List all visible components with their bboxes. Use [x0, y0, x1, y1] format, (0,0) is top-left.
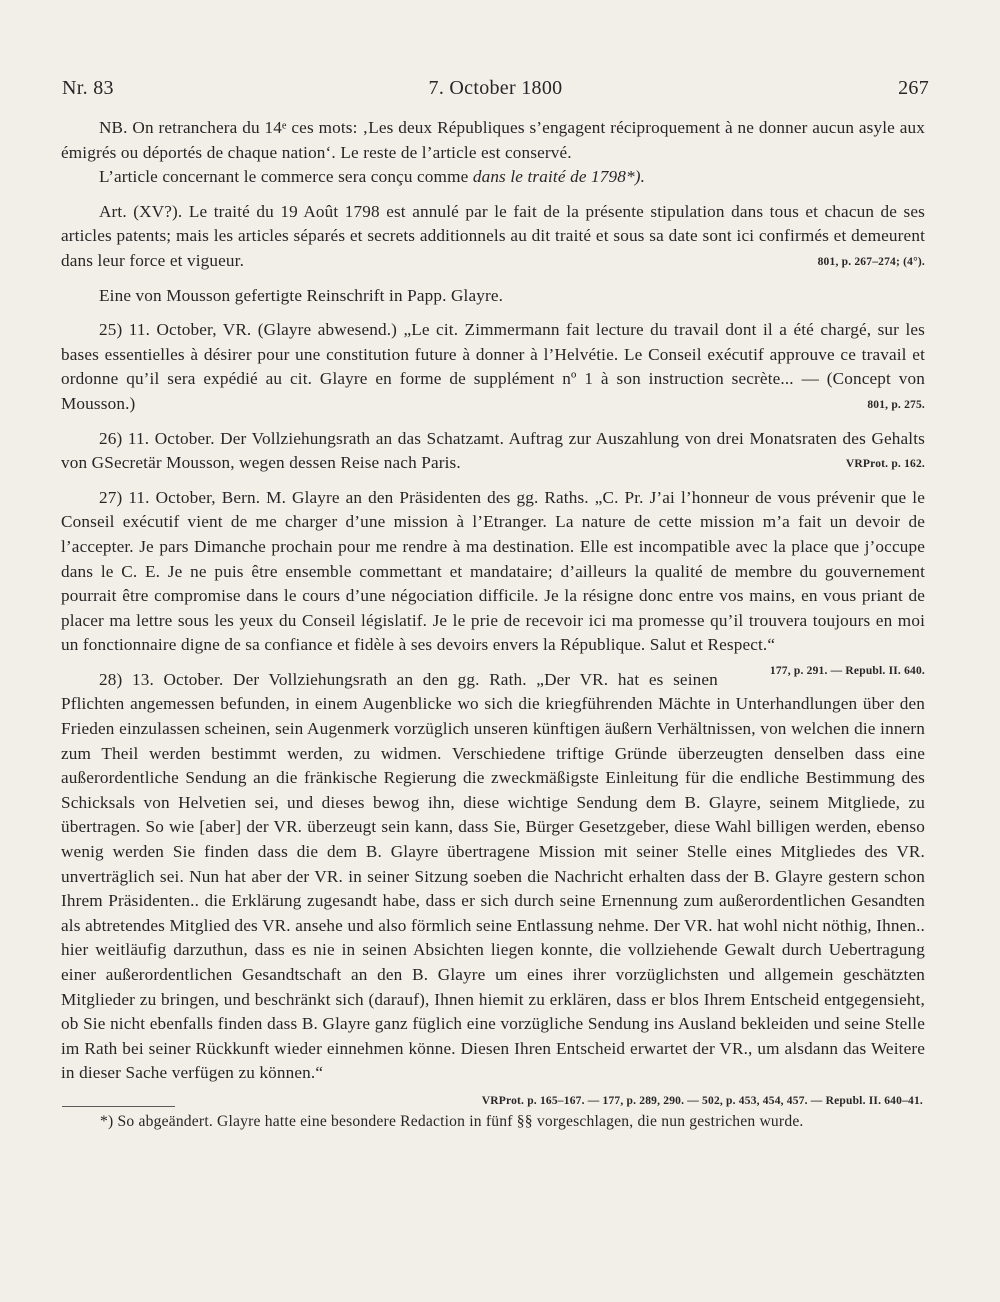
italic-phrase: dans le traité de 1798*).	[472, 167, 646, 187]
archive-reference: 801, p. 275.	[867, 398, 925, 411]
footnote-rule	[62, 1106, 175, 1107]
page-number: 267	[898, 77, 929, 99]
paragraph-commerce: L’article concernant le commerce sera conçu comme dans le traité de 1798*).	[99, 167, 646, 187]
entry-26: 26) 11. October. Der Vollziehungsrath an das Schatzamt. Auftrag zur Auszahlung von drei Monatsraten des Gehalts von GSecretär Mousson, wegen dessen Reise nach Paris. VRProt. p. 162.	[61, 427, 925, 476]
entry-28: 28) 13. October. Der Vollziehungsrath an den gg. Rath. „Der VR. hat es seinen Pflichten angemessen befunden, in einem Augenblicke wo sich die kriegführenden Mächte in Unterhandlungen über den Frieden einzulassen scheinen, sein Augenmerk vorzüglich unseren künftigen äußern Verhältnissen, von welchen die innern zum Theil werden bestimmt werden, zu widmen. Verschiedene triftige Gründe überzeugten denselben dass eine außerordentliche Sendung an die fränkische Regierung die zweckmäßigste Einleitung für die endliche Bestimmung des Schicksals von Helvetien sei, und dieses bewog ihn, diese wichtige Sendung dem B. Glayre, seinem Mitgliede, zu übertragen. So wie [aber] der VR. überzeugt sein kann, dass Sie, Bürger Gesetzgeber, diese Wahl billigen werden, ebenso wenig werden Sie finden dass die dem B. Glayre übertragene Mission mit seiner Stelle eines Mitgliedes des VR. unverträglich sei. Nun hat aber der VR. in seiner Sitzung soeben die Nachricht erhalten dass der B. Glayre gestern schon Ihrem Präsidenten.. die Erklärung zugesandt habe, dass er sich durch seine Ernennung zum außerordentlichen Gesandten als abtretendes Mitglied des VR. ansehe und also förmlich seine Entlassung nehme. Der VR. hat wohl nicht nöthig, Ihnen.. hier weitläufig darzuthun, dass es nie in seinen Absichten liegen konnte, die vollziehende Gewalt durch Uebertragung einer außerordentlichen Gesandtschaft an den B. Glayre um eines ihrer vorzüglichsten und allgemein geschätzten Mitglieder zu bringen, und beschränkt sich (darauf), Ihnen hiemit zu erklären, dass er blos Ihrem Entscheid entgegensieht, ob Sie nicht ebenfalls finden dass B. Glayre ganz füglich eine vorzügliche Sendung ins Ausland bekleiden und seine Stelle im Rath bei seiner Rückkunft wieder einnehmen könne. Diesen Ihren Entscheid erwartet der VR., um alsdann das Weitere in dieser Sache verfügen zu können.“	[61, 669, 925, 1083]
archive-reference: 177, p. 291. — Republ. II. 640.	[769, 664, 925, 677]
document-date: 7. October 1800	[428, 77, 563, 99]
body-text	[61, 116, 925, 1114]
archive-reference-final: VRProt. p. 165–167. — 177, p. 289, 290. — 502, p. 453, 454, 457. — Republ. II. 640–41.	[481, 1094, 923, 1107]
entry-27: 27) 11. October, Bern. M. Glayre an den Präsidenten des gg. Raths. „C. Pr. J’ai l’honneur de vous prévenir que le Conseil exécutif vient de me charger d’une mission à l’Etranger. La nature de cette mission m’a fait un devoir de l’accepter. Je pars Dimanche prochain pour me rendre à ma destination. Elle est incompatible avec la place que j’occupe dans le C. E. Je ne puis être ensemble commettant et mandataire; d’ailleurs la qualité de membre du gouvernement pourrait être compromise dans le cours d’une négociation difficile. Je la résigne donc entre vos mains, en vous priant de placer ma lettre sous les yeux du Conseil législatif. Je le prie de recevoir ici ma promesse qu’il trouvera toujours en moi un fonctionnaire digne de sa confiance et fidèle à ses devoirs envers la République. Salut et Respect.“ 177, p. 291. — Republ. II. 640.	[61, 486, 925, 658]
archive-reference: VRProt. p. 162.	[845, 458, 925, 471]
entry-25: 25) 11. October, VR. (Glayre abwesend.) „Le cit. Zimmermann fait lecture du travail dont il a été chargé, sur les bases essentielles à désirer pour une constitution future à donner à l’Helvétie. Le Conseil exécutif approuve ce travail et ordonne qu’il sera expédié au cit. Glayre en forme de supplément nº 1 à son instruction secrète... — (Concept von Mousson.) 801, p. 275.	[61, 318, 925, 416]
paragraph-nb: NB. On retranchera du 14ᵉ ces mots: ‚Les deux Républiques s’engagent réciproquement à ne donner aucun asyle aux émigrés ou déportés de chaque nation‘. Le reste de l’article est conservé.	[61, 118, 925, 162]
footnote: *) So abgeändert. Glayre hatte eine besondere Redaction in fünf §§ vorgeschlagen, die nun gestrichen wurde.	[100, 1113, 804, 1130]
running-header	[62, 77, 929, 105]
archive-reference: 801, p. 267–274; (4°).	[817, 255, 925, 268]
paragraph-art-xv: Art. (XV?). Le traité du 19 Août 1798 est annulé par le fait de la présente stipulation dans tous et chacun de ses articles patents; mais les articles séparés et secrets additionnels au dit traité et sous sa date sont ici confirmés et demeurent dans leur force et vigueur. 801, p. 267–274; (4°).	[61, 200, 925, 274]
paragraph-reinschrift: Eine von Mousson gefertigte Reinschrift in Papp. Glayre.	[99, 285, 504, 305]
document-number: Nr. 83	[62, 77, 114, 99]
